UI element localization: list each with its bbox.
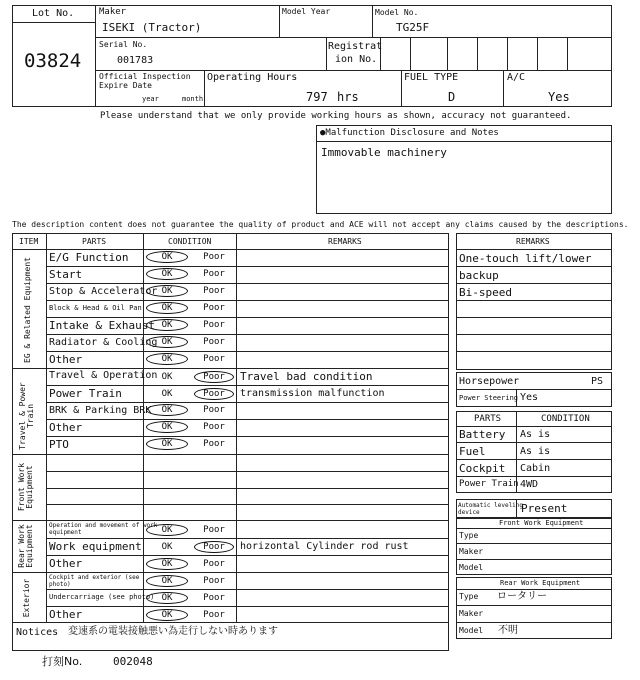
cond-poor: Poor [203,269,225,279]
power-train-label: Power Train [459,479,519,489]
cond-ok-selected: OK [146,404,188,416]
row-eg-other: Other [49,353,83,366]
cond-poor: Poor [203,354,225,364]
section-exterior: Exterior [22,578,31,618]
cond-poor-selected: Poor [194,388,234,400]
front-type-label: Type [459,531,479,540]
auto-leveling-value: Present [521,502,568,515]
cond-poor-selected: Poor [194,371,234,383]
rear-model-value: 不明 [498,625,518,636]
disclaimer: The description content does not guarantee the quality of product and ACE will not accept any claims caused by the descriptions. [12,220,629,229]
auto-leveling-label: Automatic leveling [458,502,524,509]
cond-ok: OK [161,542,173,552]
col-header-remarks: REMARKS [328,237,362,246]
hours-unit: hrs [337,90,359,104]
cond-ok-selected: OK [146,353,188,365]
maker-label: Maker [99,7,127,17]
fuel-label: Fuel [459,445,486,458]
battery-value: As is [520,429,551,440]
rear-maker-label: Maker [459,609,484,618]
horsepower-unit: PS [591,376,604,387]
cond-poor: Poor [203,422,225,432]
cond-poor: Poor [203,576,225,586]
rear-work-header: Rear Work Equipment [500,579,581,587]
cond-ok-selected: OK [146,285,188,297]
hours-notice: Please understand that we only provide working hours as shown, accuracy not guaranteed. [100,111,572,121]
model-no-value: TG25F [396,21,430,34]
cond-poor: Poor [203,439,225,449]
row-radiator: Radiator & Cooling [49,337,158,348]
cockpit-value: Cabin [520,463,551,474]
front-model-label: Model [459,563,484,572]
remark-travel-operation: Travel bad condition [240,370,373,383]
right-remarks-header: REMARKS [516,237,550,246]
row-stop-accel: Stop & Accelerator [49,286,158,297]
auto-leveling-label-2: device [458,509,480,516]
rear-type-value: ロータリー [497,591,547,602]
malfunction-box [316,125,612,214]
row-cockpit-exterior: Cockpit and exterior (see [49,574,140,581]
fuel-value: As is [520,446,551,457]
malfunction-title: ●Malfunction Disclosure and Notes [320,128,499,138]
row-pto: PTO [49,438,69,451]
cond-ok: OK [161,389,173,399]
row-travel-other: Other [49,421,83,434]
cond-poor: Poor [203,559,225,569]
cond-poor: Poor [203,320,225,330]
registration-label: Registrat [328,41,383,52]
right-remark-2: backup [459,269,499,282]
fuel-type-label: FUEL TYPE [404,72,459,83]
row-cockpit-exterior-2: photo) [49,581,71,588]
serial-value: 001783 [117,55,154,66]
cond-poor: Poor [203,525,225,535]
front-work-header: Front Work Equipment [499,519,584,527]
horsepower-label: Horsepower [459,376,520,387]
condition-header: CONDITION [541,414,590,424]
cond-ok-selected: OK [146,336,188,348]
rear-type-label: Type [459,592,479,601]
row-intake: Intake & Exhaust [49,319,155,332]
cond-ok-selected: OK [146,421,188,433]
row-ext-other: Other [49,608,83,621]
maker-value: ISEKI (Tractor) [102,21,202,34]
col-header-parts: PARTS [82,237,107,246]
cond-ok-selected: OK [146,302,188,314]
right-remark-3: Bi-speed [459,286,512,299]
parts-header: PARTS [474,414,502,424]
cond-poor: Poor [203,286,225,296]
cond-ok-selected: OK [146,609,188,621]
ac-value: Yes [548,90,570,104]
cond-ok-selected: OK [146,438,188,450]
rear-model-label: Model [459,626,484,635]
cond-poor: Poor [203,303,225,313]
row-block-head: Block & Head & Oil Pan [49,304,142,312]
cond-ok-selected: OK [146,575,188,587]
power-steering-value: Yes [520,392,539,403]
cond-ok-selected: OK [146,268,188,280]
col-header-condition: CONDITION [168,237,212,246]
row-undercarriage: Undercarriage (see photo) [49,593,155,601]
cond-poor: Poor [203,593,225,603]
row-start: Start [49,268,83,281]
stamp-value: 002048 [113,655,153,668]
notices-text: 変速系の電装接触悪い為走行しない時あります [68,626,278,637]
cond-ok-selected: OK [146,319,188,331]
row-travel-operation: Travel & Operation [49,370,158,381]
hours-value: 797 [306,90,328,104]
year-label: year [142,95,159,103]
col-header-item: ITEM [19,237,39,246]
notices-label: Notices [16,627,59,638]
cond-ok-selected: OK [146,251,188,263]
row-brk: BRK & Parking BRK [49,405,152,416]
row-rear-other: Other [49,557,83,570]
malfunction-text: Immovable machinery [321,146,447,159]
stamp-label: 打刻No. [42,655,83,668]
model-year-label: Model Year [282,7,331,16]
lot-label: Lot No. [32,8,75,19]
remark-power-train: transmission malfunction [240,388,385,399]
power-steering-label: Power Steering [459,394,519,402]
lot-number: 03824 [24,50,82,72]
row-work-equipment: Work equipment [49,540,142,553]
right-remark-1: One-touch lift/lower [459,252,592,265]
cond-poor: Poor [203,405,225,415]
cond-poor: Poor [203,252,225,262]
ac-label: A/C [507,72,526,83]
registration-label-2: ion No. [335,54,378,65]
cond-ok: OK [161,372,173,382]
month-label: month [182,95,204,103]
cockpit-label: Cockpit [459,462,506,475]
row-power-train: Power Train [49,387,122,400]
remark-work-equipment: horizontal Cylinder rod rust [240,541,409,552]
cond-ok-selected: OK [146,558,188,570]
row-eg-function: E/G Function [49,251,129,264]
section-front: Front Work Equipment [17,462,35,512]
power-train-value: 4WD [520,479,539,490]
section-eg: EG & Related Equipment [23,257,32,363]
front-maker-label: Maker [459,547,484,556]
cond-poor-selected: Poor [194,541,234,553]
row-rear-operation: Operation and movement of work [49,522,158,529]
inspection-label-2: Expire Date [99,81,152,90]
row-rear-operation-2: equipment [49,529,82,536]
inspection-label: Official Inspection [99,72,191,81]
section-rear: Rear Work Equipment [17,524,35,568]
serial-label: Serial No. [99,40,148,49]
hours-label: Operating Hours [207,72,298,83]
battery-label: Battery [459,428,506,441]
cond-ok-selected: OK [146,524,188,536]
cond-poor: Poor [203,610,225,620]
section-travel: Travel & Power Train [18,382,36,450]
cond-poor: Poor [203,337,225,347]
cond-ok-selected: OK [146,592,188,604]
fuel-type-value: D [448,90,456,104]
model-no-label: Model No. [375,8,419,17]
